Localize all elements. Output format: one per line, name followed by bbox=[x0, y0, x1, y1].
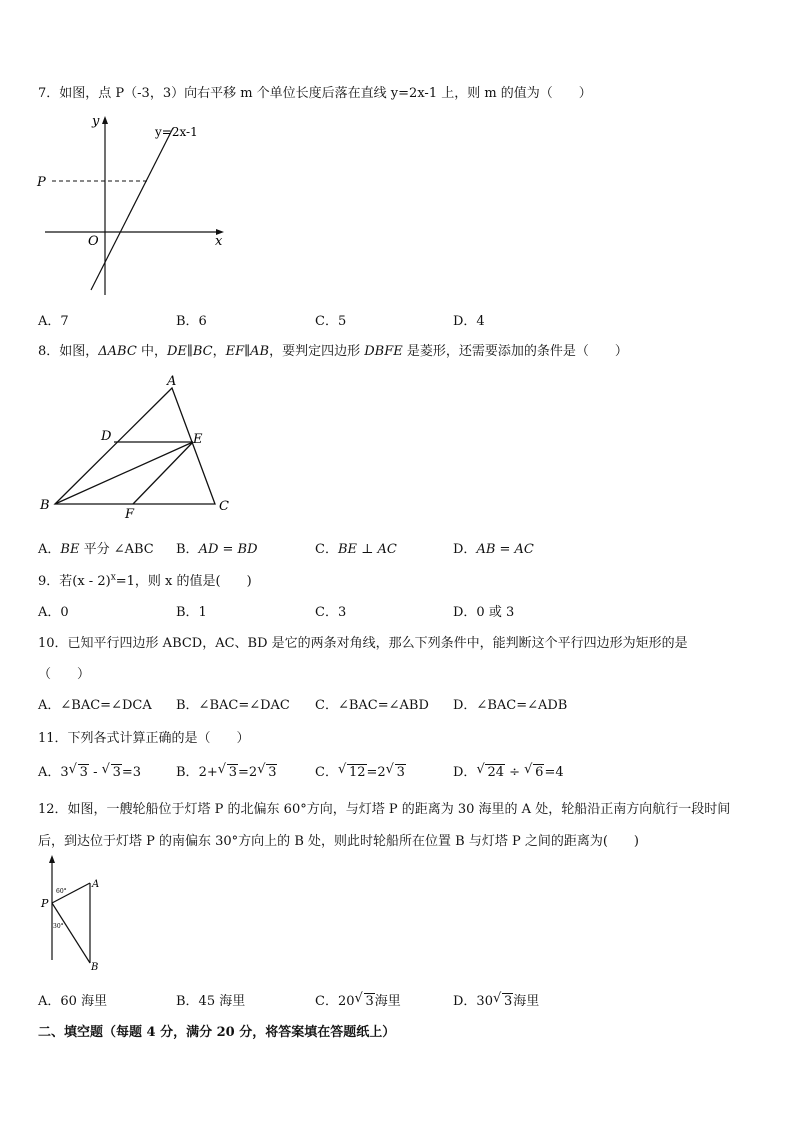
q12-figure bbox=[38, 855, 128, 980]
q10-option-d: D．∠BAC=∠ADB bbox=[453, 698, 568, 713]
label-p: P bbox=[41, 897, 49, 910]
label-f: F bbox=[125, 507, 135, 522]
q8-option-c: C．BE ⊥ AC bbox=[315, 542, 397, 557]
q10-paren: （ ） bbox=[38, 667, 91, 682]
q10-option-a: A．∠BAC=∠DCA bbox=[38, 698, 152, 713]
q7-option-d: D．4 bbox=[453, 314, 485, 329]
q11-option-b: B．2+ √ 3=2 √ 3 bbox=[176, 762, 277, 780]
q7-text: 7．如图，点 P（-3，3）向右平移 m 个单位长度后落在直线 y=2x-1 上，则 m 的值为（ ） bbox=[38, 86, 592, 101]
label-a: A bbox=[92, 879, 100, 890]
q11-option-a: A．3 √ 3 - √ 3=3 bbox=[38, 762, 142, 780]
q7-figure bbox=[30, 110, 230, 300]
q7-option-a: A．7 bbox=[38, 314, 69, 329]
q7-option-b: B．6 bbox=[176, 314, 207, 329]
q8-option-b: B．AD = BD bbox=[176, 542, 258, 557]
angle-60: 60° bbox=[56, 888, 67, 895]
q9-text: 9．若(x - 2)$^x$=1，则 x 的值是( ) bbox=[38, 572, 252, 589]
x-label: x bbox=[215, 234, 223, 249]
segment-be bbox=[55, 442, 193, 504]
q11-option-d: D． √ 24 ÷ √ 6=4 bbox=[453, 762, 564, 780]
q12-line1: 12．如图，一艘轮船位于灯塔 P 的北偏东 60°方向，与灯塔 P 的距离为 30 海里的 A 处，轮船沿正南方向航行一段时间 bbox=[38, 802, 731, 817]
q8-text: 8．如图，ΔABC 中，DE∥BC，EF∥AB，要判定四边形 DBFE 是菱形，还需要添加的条件是（ ） bbox=[38, 344, 628, 359]
q11-option-c: C． √ 12=2 √ 3 bbox=[315, 762, 405, 780]
q10-option-c: C．∠BAC=∠ABD bbox=[315, 698, 429, 713]
q8-figure bbox=[35, 370, 245, 520]
label-e: E bbox=[193, 432, 203, 447]
q10-option-b: B．∠BAC=∠DAC bbox=[176, 698, 290, 713]
q8-option-d: D．AB = AC bbox=[453, 542, 534, 557]
segment-pb bbox=[52, 903, 90, 963]
label-d: D bbox=[101, 429, 112, 444]
label-a: A bbox=[167, 374, 177, 389]
segment-ef bbox=[133, 442, 193, 504]
label-b: B bbox=[40, 498, 50, 513]
angle-30: 30° bbox=[53, 923, 64, 930]
section-heading: 二、填空题（每题 4 分，满分 20 分，将答案填在答题纸上） bbox=[38, 1025, 396, 1040]
q7-option-c: C．5 bbox=[315, 314, 347, 329]
q12-line2: 后，到达位于灯塔 P 的南偏东 30°方向上的 B 处，则此时轮船所在位置 B 与灯塔 P 之间的距离为( ) bbox=[38, 834, 639, 849]
label-c: C bbox=[219, 499, 229, 514]
q9-option-b: B．1 bbox=[176, 605, 207, 620]
q9-option-d: D．0 或 3 bbox=[453, 605, 515, 620]
q9-option-c: C．3 bbox=[315, 605, 347, 620]
q11-text: 11．下列各式计算正确的是（ ） bbox=[38, 731, 250, 746]
q12-option-c: C．20 √ 3海里 bbox=[315, 991, 401, 1009]
line-graph bbox=[91, 128, 173, 290]
q12-option-b: B．45 海里 bbox=[176, 994, 246, 1009]
q8-option-a: A．BE 平分 ∠ABC bbox=[38, 542, 154, 557]
q9-option-a: A．0 bbox=[38, 605, 69, 620]
y-label: y bbox=[92, 114, 100, 129]
triangle-abc bbox=[55, 388, 215, 504]
q12-option-a: A．60 海里 bbox=[38, 994, 108, 1009]
q10-text: 10．已知平行四边形 ABCD，AC、BD 是它的两条对角线，那么下列条件中，能判断这个平行四边形为矩形的是 bbox=[38, 636, 688, 651]
label-b: B bbox=[91, 962, 99, 973]
p-label: P bbox=[37, 175, 46, 190]
line-label: y=2x-1 bbox=[155, 125, 198, 139]
origin-label: O bbox=[88, 234, 99, 249]
q12-option-d: D．30 √ 3海里 bbox=[453, 991, 540, 1009]
